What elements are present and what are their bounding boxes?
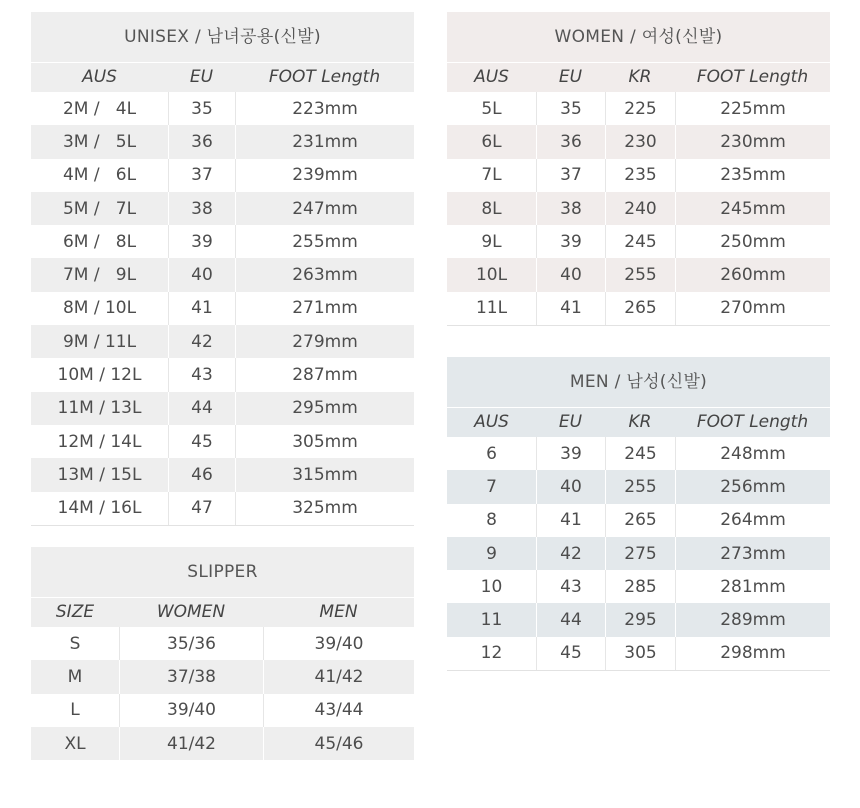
men-table-cell: 39 bbox=[536, 437, 605, 470]
slipper-title: SLIPPER bbox=[31, 547, 414, 597]
women-table-cell: 230 bbox=[605, 125, 675, 158]
unisex-table-cell: 36 bbox=[168, 125, 235, 158]
unisex-table-cell: 295mm bbox=[235, 392, 414, 425]
men-table-cell: 42 bbox=[536, 537, 605, 570]
unisex-table-body bbox=[31, 92, 414, 525]
slipper-table-cell: S bbox=[69, 633, 81, 654]
unisex-table-cell: 239mm bbox=[235, 159, 414, 192]
men-table-cell: 8 bbox=[486, 510, 497, 531]
women-header-kr: KR bbox=[628, 67, 652, 87]
men-table-cell: 305 bbox=[605, 637, 675, 670]
unisex-table-cell: 305mm bbox=[235, 425, 414, 458]
men-table-cell: 265 bbox=[605, 504, 675, 537]
slipper-header-men: MEN bbox=[319, 602, 358, 622]
slipper-header-row bbox=[31, 597, 414, 627]
unisex-table-cell: 39 bbox=[168, 225, 235, 258]
unisex-size-table bbox=[31, 12, 414, 526]
unisex-table-cell: 42 bbox=[168, 325, 235, 358]
slipper-header-women: WOMEN bbox=[156, 602, 226, 622]
men-table-cell: 10 bbox=[480, 576, 503, 597]
unisex-table-cell: 315mm bbox=[235, 458, 414, 491]
women-title: WOMEN / 여성(신발) bbox=[447, 12, 830, 62]
unisex-table-row bbox=[31, 358, 414, 391]
unisex-header-row bbox=[31, 62, 414, 92]
women-table-cell: 39 bbox=[536, 225, 605, 258]
men-table-row bbox=[447, 470, 830, 503]
women-header-foot: FOOT Length bbox=[696, 67, 809, 87]
unisex-table-cell: 7M / 9L bbox=[62, 265, 137, 286]
men-table-cell: 6 bbox=[486, 443, 497, 464]
unisex-table-cell: 8M / 10L bbox=[62, 298, 137, 319]
slipper-header-size: SIZE bbox=[55, 602, 95, 622]
unisex-table-cell: 247mm bbox=[235, 192, 414, 225]
unisex-table-cell: 46 bbox=[168, 458, 235, 491]
men-table-cell: 7 bbox=[486, 476, 497, 497]
women-table-row bbox=[447, 92, 830, 125]
women-table-row bbox=[447, 292, 830, 325]
unisex-table-cell: 45 bbox=[168, 425, 235, 458]
men-table-cell: 256mm bbox=[675, 470, 830, 503]
unisex-table-cell: 47 bbox=[168, 492, 235, 525]
men-header-kr: KR bbox=[628, 412, 652, 432]
unisex-table-row bbox=[31, 258, 414, 291]
women-table-cell: 11L bbox=[475, 298, 508, 319]
slipper-table-cell: 41/42 bbox=[119, 727, 263, 760]
women-table-cell: 245 bbox=[605, 225, 675, 258]
unisex-table-row bbox=[31, 159, 414, 192]
women-table-cell: 250mm bbox=[675, 225, 830, 258]
men-header-eu: EU bbox=[558, 412, 583, 432]
men-table-cell: 273mm bbox=[675, 537, 830, 570]
women-table-row bbox=[447, 192, 830, 225]
men-table-row bbox=[447, 637, 830, 670]
slipper-table-cell: M bbox=[67, 666, 83, 687]
men-table-cell: 295 bbox=[605, 603, 675, 636]
unisex-table-cell: 9M / 11L bbox=[62, 331, 137, 352]
unisex-table-cell: 279mm bbox=[235, 325, 414, 358]
men-table-cell: 264mm bbox=[675, 504, 830, 537]
women-table-cell: 38 bbox=[536, 192, 605, 225]
women-table-cell: 240 bbox=[605, 192, 675, 225]
slipper-table-cell: L bbox=[70, 700, 80, 721]
slipper-table-body bbox=[31, 627, 414, 760]
men-table-cell: 41 bbox=[536, 504, 605, 537]
men-table-cell: 44 bbox=[536, 603, 605, 636]
unisex-table-cell: 271mm bbox=[235, 292, 414, 325]
slipper-table-row bbox=[31, 694, 414, 727]
women-header-eu: EU bbox=[558, 67, 583, 87]
women-table-cell: 255 bbox=[605, 258, 675, 291]
men-table-cell: 12 bbox=[480, 643, 503, 664]
women-table-cell: 10L bbox=[475, 265, 508, 286]
unisex-table-row bbox=[31, 458, 414, 491]
men-table-row bbox=[447, 504, 830, 537]
unisex-table-row bbox=[31, 125, 414, 158]
men-table-body bbox=[447, 437, 830, 670]
men-table-cell: 11 bbox=[480, 610, 503, 631]
unisex-table-cell: 13M / 15L bbox=[57, 464, 142, 485]
unisex-table-cell: 223mm bbox=[235, 92, 414, 125]
women-header-aus: AUS bbox=[474, 67, 509, 87]
slipper-table-cell: 45/46 bbox=[263, 727, 414, 760]
men-table-row bbox=[447, 603, 830, 636]
unisex-table-cell: 12M / 14L bbox=[57, 431, 142, 452]
slipper-table-cell: 41/42 bbox=[263, 660, 414, 693]
unisex-table-row bbox=[31, 325, 414, 358]
slipper-table-row bbox=[31, 660, 414, 693]
women-table-cell: 235mm bbox=[675, 159, 830, 192]
women-table-cell: 235 bbox=[605, 159, 675, 192]
women-table-cell: 35 bbox=[536, 92, 605, 125]
unisex-title: UNISEX / 남녀공용(신발) bbox=[31, 12, 414, 62]
men-table-cell: 255 bbox=[605, 470, 675, 503]
women-table-body bbox=[447, 92, 830, 325]
unisex-table-cell: 2M / 4L bbox=[62, 98, 137, 119]
slipper-table-cell: 39/40 bbox=[119, 694, 263, 727]
men-table-cell: 289mm bbox=[675, 603, 830, 636]
men-header-aus: AUS bbox=[474, 412, 509, 432]
unisex-table-cell: 11M / 13L bbox=[57, 398, 142, 419]
unisex-table-cell: 44 bbox=[168, 392, 235, 425]
unisex-table-cell: 41 bbox=[168, 292, 235, 325]
men-table-cell: 298mm bbox=[675, 637, 830, 670]
slipper-table-cell: 39/40 bbox=[263, 627, 414, 660]
women-table-row bbox=[447, 159, 830, 192]
women-table-cell: 41 bbox=[536, 292, 605, 325]
slipper-table-cell: 35/36 bbox=[119, 627, 263, 660]
women-table-cell: 225mm bbox=[675, 92, 830, 125]
men-table-cell: 9 bbox=[486, 543, 497, 564]
slipper-table-row bbox=[31, 727, 414, 760]
men-table-cell: 43 bbox=[536, 570, 605, 603]
unisex-table-row bbox=[31, 92, 414, 125]
unisex-table-cell: 231mm bbox=[235, 125, 414, 158]
men-table-row bbox=[447, 437, 830, 470]
men-size-table bbox=[447, 357, 830, 671]
women-table-row bbox=[447, 258, 830, 291]
men-table-cell: 281mm bbox=[675, 570, 830, 603]
unisex-table-cell: 43 bbox=[168, 358, 235, 391]
men-title: MEN / 남성(신발) bbox=[447, 357, 830, 407]
women-table-cell: 6L bbox=[481, 131, 502, 152]
unisex-table-row bbox=[31, 492, 414, 525]
women-table-cell: 265 bbox=[605, 292, 675, 325]
unisex-table-cell: 4M / 6L bbox=[62, 165, 137, 186]
unisex-table-cell: 38 bbox=[168, 192, 235, 225]
men-header-row bbox=[447, 407, 830, 437]
women-table-cell: 7L bbox=[481, 165, 502, 186]
unisex-table-cell: 37 bbox=[168, 159, 235, 192]
unisex-table-row bbox=[31, 192, 414, 225]
unisex-table-cell: 5M / 7L bbox=[62, 198, 137, 219]
unisex-table-cell: 40 bbox=[168, 258, 235, 291]
unisex-table-cell: 10M / 12L bbox=[57, 365, 142, 386]
unisex-table-cell: 263mm bbox=[235, 258, 414, 291]
men-table-cell: 248mm bbox=[675, 437, 830, 470]
women-table-cell: 40 bbox=[536, 258, 605, 291]
women-table-cell: 245mm bbox=[675, 192, 830, 225]
unisex-table-cell: 287mm bbox=[235, 358, 414, 391]
women-table-cell: 9L bbox=[481, 231, 502, 252]
unisex-header-aus: AUS bbox=[82, 67, 117, 87]
men-table-cell: 40 bbox=[536, 470, 605, 503]
unisex-table-cell: 3M / 5L bbox=[62, 131, 137, 152]
slipper-table-cell: XL bbox=[64, 733, 86, 754]
unisex-table-row bbox=[31, 225, 414, 258]
women-size-table bbox=[447, 12, 830, 326]
women-table-row bbox=[447, 225, 830, 258]
unisex-header-eu: EU bbox=[189, 67, 214, 87]
women-table-cell: 37 bbox=[536, 159, 605, 192]
men-table-cell: 275 bbox=[605, 537, 675, 570]
women-table-row bbox=[447, 125, 830, 158]
men-table-cell: 45 bbox=[536, 637, 605, 670]
women-header-row bbox=[447, 62, 830, 92]
women-table-cell: 5L bbox=[481, 98, 502, 119]
men-header-foot: FOOT Length bbox=[696, 412, 809, 432]
unisex-table-row bbox=[31, 425, 414, 458]
unisex-table-cell: 35 bbox=[168, 92, 235, 125]
unisex-table-cell: 325mm bbox=[235, 492, 414, 525]
unisex-table-cell: 14M / 16L bbox=[57, 498, 142, 519]
women-table-cell: 225 bbox=[605, 92, 675, 125]
slipper-table-row bbox=[31, 627, 414, 660]
unisex-table-row bbox=[31, 392, 414, 425]
unisex-header-foot: FOOT Length bbox=[268, 67, 381, 87]
men-table-cell: 285 bbox=[605, 570, 675, 603]
men-table-cell: 245 bbox=[605, 437, 675, 470]
men-table-row bbox=[447, 537, 830, 570]
women-table-cell: 270mm bbox=[675, 292, 830, 325]
women-table-cell: 230mm bbox=[675, 125, 830, 158]
slipper-table-cell: 37/38 bbox=[119, 660, 263, 693]
unisex-table-row bbox=[31, 292, 414, 325]
slipper-table-cell: 43/44 bbox=[263, 694, 414, 727]
unisex-table-cell: 255mm bbox=[235, 225, 414, 258]
slipper-size-table bbox=[31, 547, 414, 760]
women-table-cell: 36 bbox=[536, 125, 605, 158]
women-table-cell: 8L bbox=[481, 198, 502, 219]
unisex-table-cell: 6M / 8L bbox=[62, 231, 137, 252]
men-table-row bbox=[447, 570, 830, 603]
women-table-cell: 260mm bbox=[675, 258, 830, 291]
